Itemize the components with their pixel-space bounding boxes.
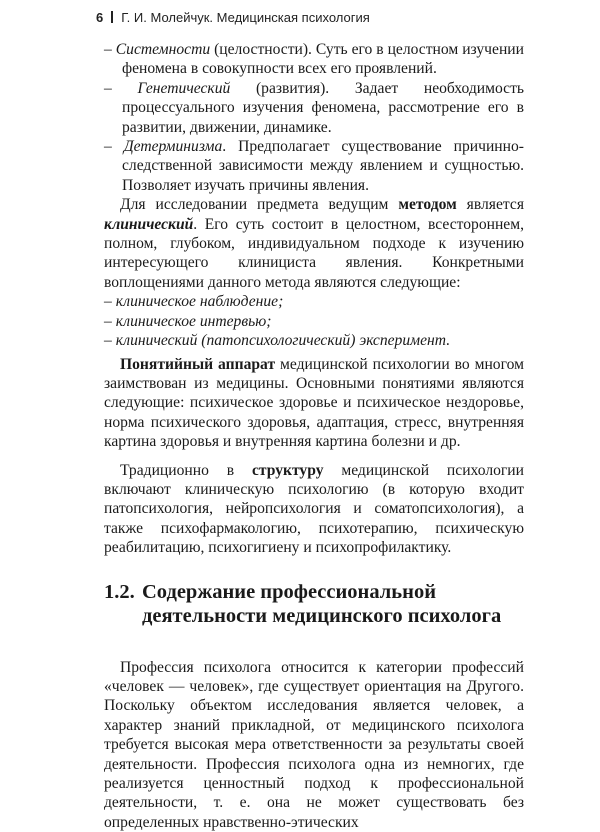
method-list-item: – клиническое интервью; (104, 312, 272, 330)
principle-term: Детерминизма (123, 138, 223, 156)
page-number: 6 (96, 10, 104, 25)
method-list-item: – клиническое наблюдение; (104, 293, 284, 311)
principle-term: Системности (115, 41, 211, 58)
principle-item: – Системности (целостности). Суть его в целостном изучении феномена в совокупности всех его проявлений. (104, 41, 524, 78)
principle-item: – Детерминизма. Предполагает существование причинно-следственной зависимости между явлением и сущностью. Позволяет изучать причины явления. (104, 138, 524, 194)
principle-item: – Генетический (развития). Задает необходимость процессуального изучения феномена, рассмотрение его в развитии, движении, динамике. (104, 79, 524, 136)
header-divider (111, 11, 113, 23)
section-number: 1.2. (104, 580, 135, 603)
running-title: Г. И. Молейчук. Медицинская психология (121, 10, 370, 25)
apparatus-paragraph: Понятийный аппарат медицинской психологии во многом заимствован из медицины. Основными понятиями являются следующие: психическое здоровье и психическое нездоровье, норма психического здоровья, адаптация, стресс, внутренняя картина здоровья и внутренняя картина болезни и др. (104, 355, 524, 451)
section-title-line2: деятельности медицинского психолога (142, 604, 502, 627)
running-header (96, 10, 370, 25)
page-content (104, 40, 524, 832)
section-title-line1: Содержание профессиональной (142, 580, 437, 603)
method-paragraph: Для исследовании предмета ведущим методом является клинический. Его суть состоит в целостном, всестороннем, полном, глубоком, индивидуальном подходе к изучению интересующего клинициста явления. Конкретными воплощениями данного метода являются следующие: (104, 196, 524, 291)
section-heading (104, 580, 524, 628)
method-list-item: – клинический (патопсихологический) эксперимент. (104, 332, 451, 350)
structure-paragraph: Традиционно в структуру медицинской психологии включают клиническую психологию (в которую входит патопсихология, нейропсихология и соматопсихология), а также психофармакологию, психотерапию, психическую реабилитацию, психогигиену и психопрофилактику. (104, 461, 524, 557)
profession-paragraph: Профессия психолога относится к категории профессий «человек — человек», где существует ориентация на Другого. Поскольку объектом исследования является человек, а характер знаний прикладной, от медицинского психолога требуется высокая мера ответственности за результаты своей деятельности. Профессия психолога одна из немногих, где реализуется ценностный подход к профессиональной деятельности, т. е. она не может существовать без определенных нравственно-этических (104, 658, 524, 831)
principle-term: Генетический (137, 79, 231, 97)
